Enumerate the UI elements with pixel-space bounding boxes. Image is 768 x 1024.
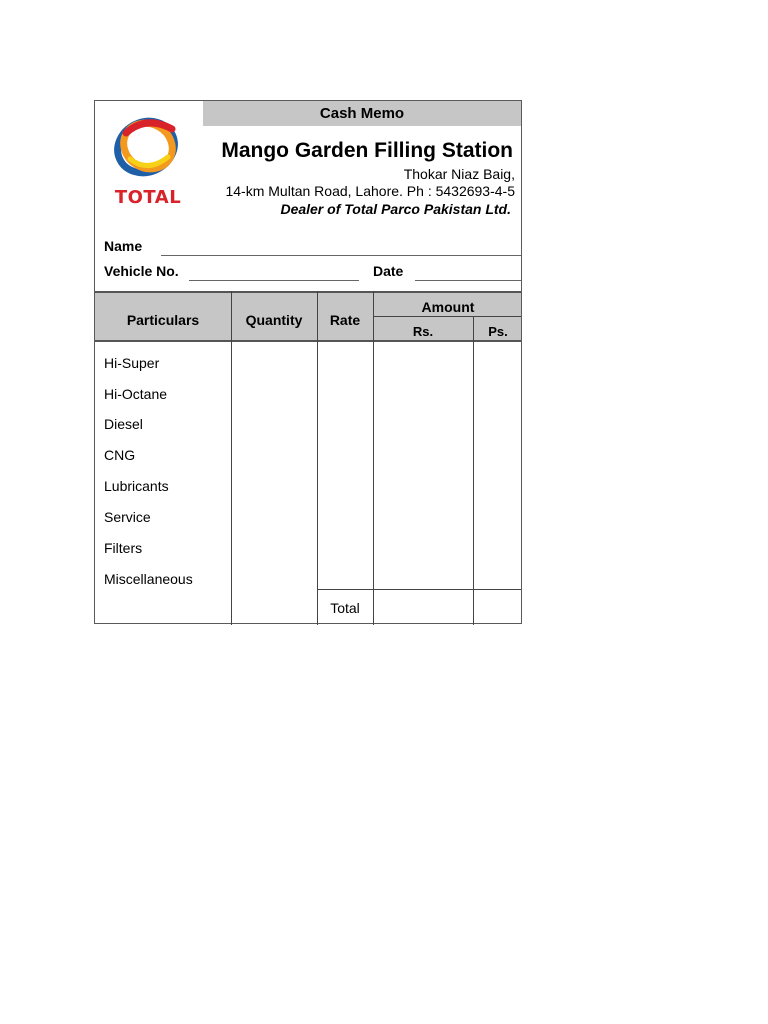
item-cng: CNG: [104, 447, 136, 463]
total-row-line: [317, 589, 521, 590]
name-field[interactable]: [161, 255, 521, 256]
item-filters: Filters: [104, 540, 143, 556]
header-amount: Amount: [421, 299, 475, 315]
dealer-line: Dealer of Total Parco Pakistan Ltd.: [280, 201, 511, 217]
item-hi-super: Hi-Super: [104, 355, 160, 371]
total-logo-icon: [108, 111, 188, 211]
column-divider: [231, 291, 232, 625]
header-rs: Rs.: [412, 324, 434, 339]
amount-subdivider: [373, 316, 521, 317]
vehicle-field[interactable]: [189, 280, 359, 281]
date-field[interactable]: [415, 280, 521, 281]
header-particulars: Particulars: [126, 312, 200, 328]
vehicle-label: Vehicle No.: [104, 263, 179, 279]
item-service: Service: [104, 509, 151, 525]
brand-wordmark: TOTAL: [114, 187, 182, 208]
date-label: Date: [373, 263, 404, 279]
column-divider: [317, 291, 318, 625]
item-hi-octane: Hi-Octane: [104, 386, 168, 402]
cash-memo-title: Cash Memo: [203, 101, 521, 126]
header-rate: Rate: [329, 312, 361, 328]
item-lubricants: Lubricants: [104, 478, 169, 494]
item-miscellaneous: Miscellaneous: [104, 571, 193, 587]
address-line-2: 14-km Multan Road, Lahore. Ph : 5432693-4-5: [225, 183, 515, 199]
address-line-1: Thokar Niaz Baig,: [403, 166, 515, 182]
total-label: Total: [330, 600, 360, 616]
name-label: Name: [104, 238, 143, 254]
column-divider: [473, 316, 474, 625]
header-quantity: Quantity: [245, 312, 303, 328]
header-ps: Ps.: [488, 324, 508, 339]
station-name: Mango Garden Filling Station: [221, 139, 513, 162]
cash-memo-form: [94, 100, 522, 624]
column-divider: [373, 291, 374, 625]
item-diesel: Diesel: [104, 416, 143, 432]
